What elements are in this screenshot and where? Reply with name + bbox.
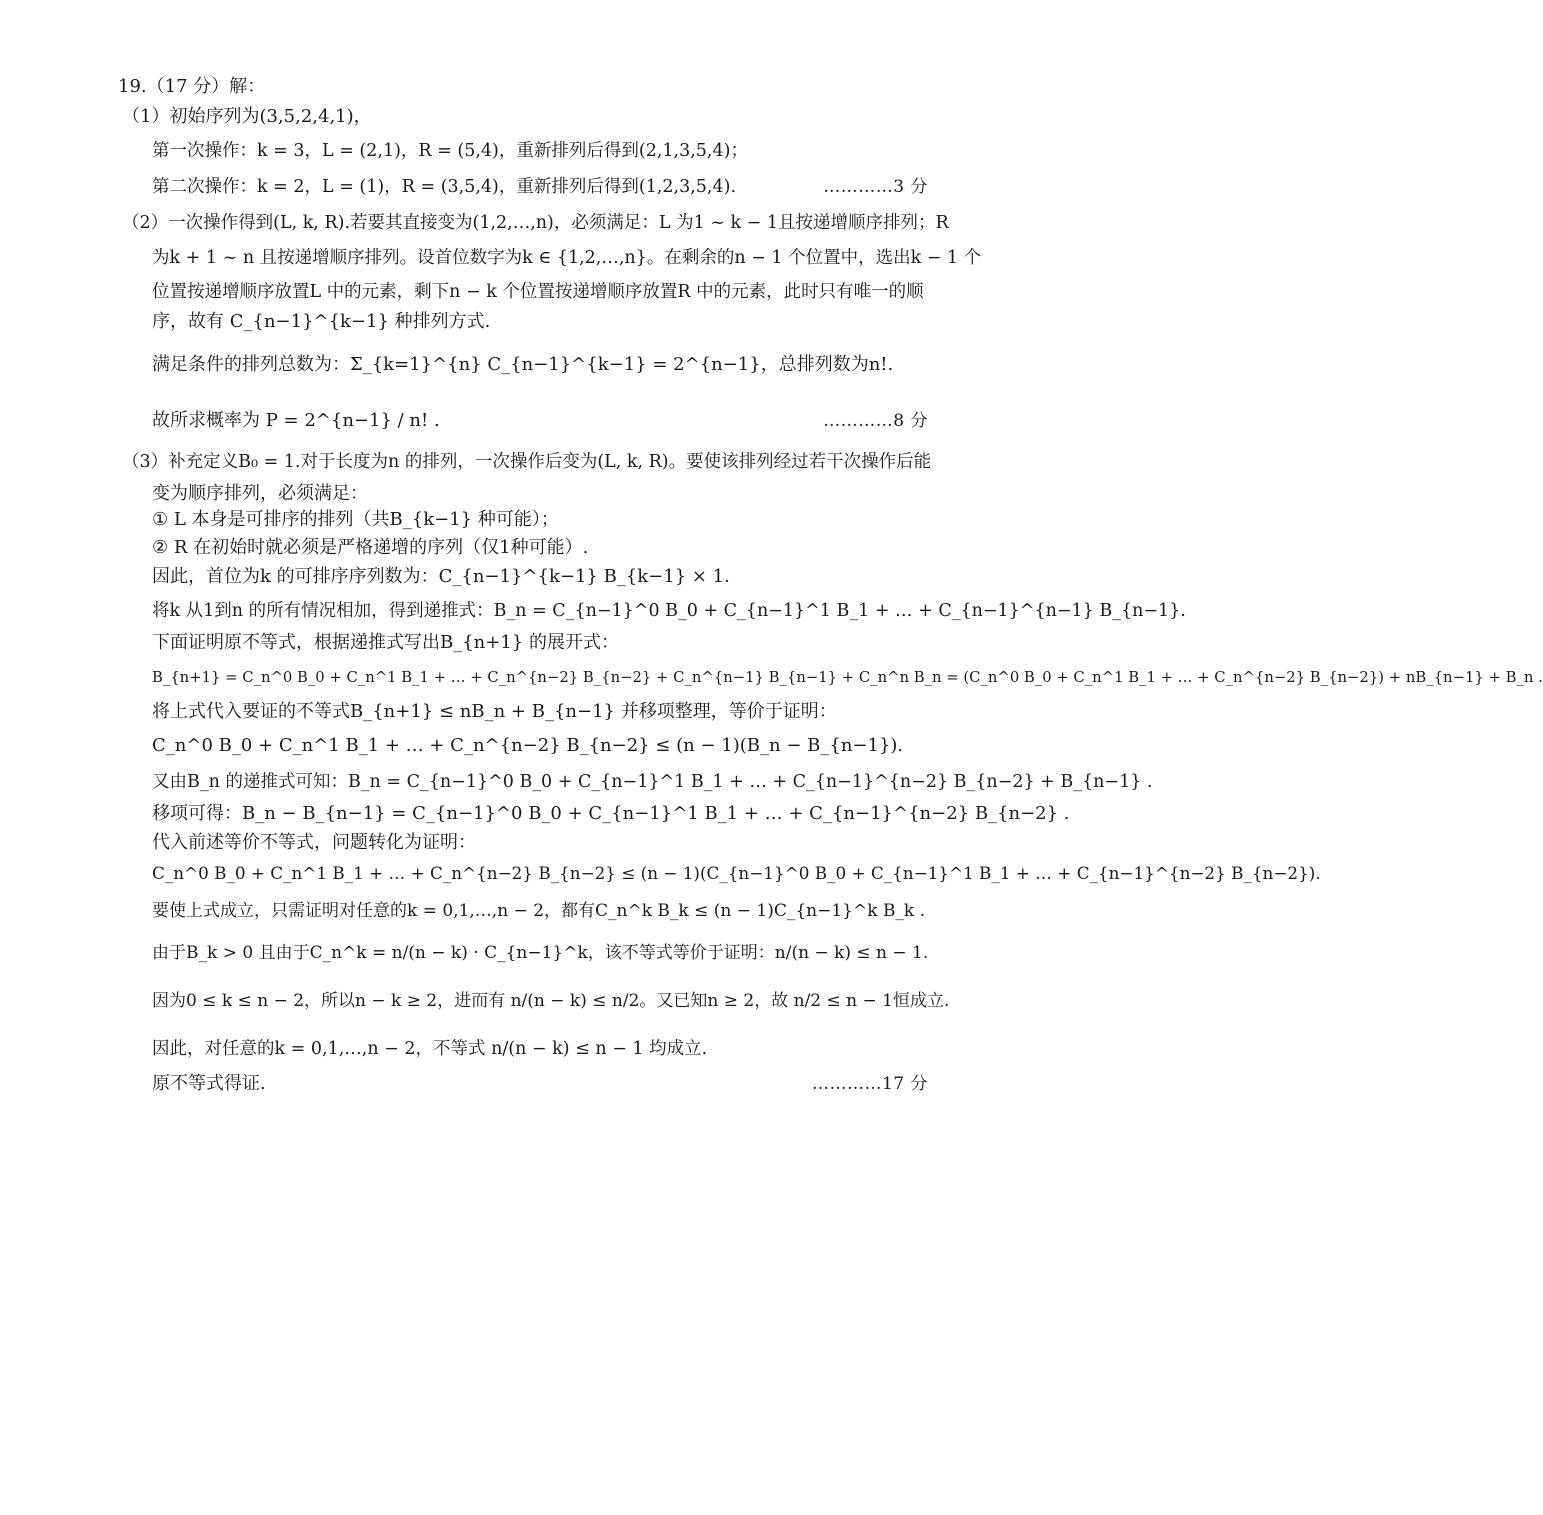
part3-because: 因为0 ≤ k ≤ n − 2，所以n − k ≥ 2，进而有 n/(n − k) ≤ n/2。又已知n ≥ 2，故 n/2 ≤ n − 1恒成立. xyxy=(152,991,950,1011)
part3-line2: 变为顺序排列，必须满足： xyxy=(152,483,368,504)
part2-line1: （2）一次操作得到(L, k, R).若要其直接变为(1,2,…,n)，必须满足：L 为1 ~ k − 1且按递增顺序排列；R xyxy=(122,213,949,233)
part3-expansion: B_{n+1} = C_n^0 B_0 + C_n^1 B_1 + … + C_n^{n−2} B_{n−2} + C_n^{n−1} B_{n−1} + C_n^n B_n = (C_n^0 B_0 + C_n^1 B_1 + … + C_n^{n−2} B_{n−2}) + nB_{n−1} + B_n . xyxy=(152,669,1543,686)
part2-probability: 故所求概率为 P = 2^{n−1} / n! . xyxy=(152,410,440,431)
part1-step2: 第二次操作：k = 2，L = (1)，R = (3,5,4)，重新排列后得到(1,2,3,5,4). xyxy=(152,177,737,197)
problem-header: 19.（17 分）解： xyxy=(118,76,266,97)
part3-difference: 移项可得：B_n − B_{n−1} = C_{n−1}^0 B_0 + C_{n−1}^1 B_1 + … + C_{n−1}^{n−2} B_{n−2} . xyxy=(152,803,1070,824)
part3-ineq1: C_n^0 B_0 + C_n^1 B_1 + … + C_n^{n−2} B_{n−2} ≤ (n − 1)(B_n − B_{n−1}). xyxy=(152,735,904,756)
part1-step1: 第一次操作：k = 3，L = (2,1)，R = (5,4)，重新排列后得到(2,1,3,5,4)； xyxy=(152,141,748,161)
part2-sum: 满足条件的排列总数为：Σ_{k=1}^{n} C_{n−1}^{k−1} = 2^{n−1}，总排列数为n!. xyxy=(152,354,894,375)
part2-line4: 序，故有 C_{n−1}^{k−1} 种排列方式. xyxy=(152,311,491,332)
part3-bn-recur: 又由B_n 的递推式可知：B_n = C_{n−1}^0 B_0 + C_{n−1}^1 B_1 + … + C_{n−1}^{n−2} B_{n−2} + B_{n−1} . xyxy=(152,772,1153,792)
score-part2: …………8 分 xyxy=(823,411,928,431)
score-part3: …………17 分 xyxy=(811,1074,928,1094)
part3-line1: （3）补充定义B₀ = 1.对于长度为n 的排列，一次操作后变为(L, k, R)。要使该排列经过若干次操作后能 xyxy=(122,452,932,472)
score-part1: …………3 分 xyxy=(823,177,928,197)
part3-equivalent: 由于B_k > 0 且由于C_n^k = n/(n − k) · C_{n−1}^k，该不等式等价于证明：n/(n − k) ≤ n − 1. xyxy=(152,943,929,963)
part3-therefore: 因此，对任意的k = 0,1,…,n − 2，不等式 n/(n − k) ≤ n − 1 均成立. xyxy=(152,1039,708,1059)
part3-ineq2: C_n^0 B_0 + C_n^1 B_1 + … + C_n^{n−2} B_{n−2} ≤ (n − 1)(C_{n−1}^0 B_0 + C_{n−1}^1 B_1 + … + C_{n−1}^{n−2} B_{n−2}). xyxy=(152,863,1321,883)
part2-line2: 为k + 1 ~ n 且按递增顺序排列。设首位数字为k ∈ {1,2,…,n}。在剩余的n − 1 个位置中，选出k − 1 个 xyxy=(152,248,982,268)
part3-sufficient: 要使上式成立，只需证明对任意的k = 0,1,…,n − 2，都有C_n^k B_k ≤ (n − 1)C_{n−1}^k B_k . xyxy=(152,901,926,921)
part3-cond1: ① L 本身是可排序的排列（共B_{k−1} 种可能）； xyxy=(152,509,559,530)
part3-conclusion: 原不等式得证. xyxy=(152,1073,266,1094)
part1-intro: （1）初始序列为(3,5,2,4,1)， xyxy=(122,106,372,127)
part3-count: 因此，首位为k 的可排序序列数为：C_{n−1}^{k−1} B_{k−1} × 1. xyxy=(152,566,730,587)
part3-substitute: 将上式代入要证的不等式B_{n+1} ≤ nB_n + B_{n−1} 并移项整理，等价于证明： xyxy=(152,701,837,722)
part2-line3: 位置按递增顺序放置L 中的元素，剩下n − k 个位置按递增顺序放置R 中的元素，此时只有唯一的顺 xyxy=(152,282,924,302)
part3-recurrence: 将k 从1到n 的所有情况相加，得到递推式：B_n = C_{n−1}^0 B_0 + C_{n−1}^1 B_1 + … + C_{n−1}^{n−1} B_{n−1}. xyxy=(152,601,1186,621)
part3-proof-intro: 下面证明原不等式，根据递推式写出B_{n+1} 的展开式： xyxy=(152,632,619,653)
part3-transform: 代入前述等价不等式，问题转化为证明： xyxy=(152,832,476,853)
part3-cond2: ② R 在初始时就必须是严格递增的序列（仅1种可能）. xyxy=(152,537,589,558)
